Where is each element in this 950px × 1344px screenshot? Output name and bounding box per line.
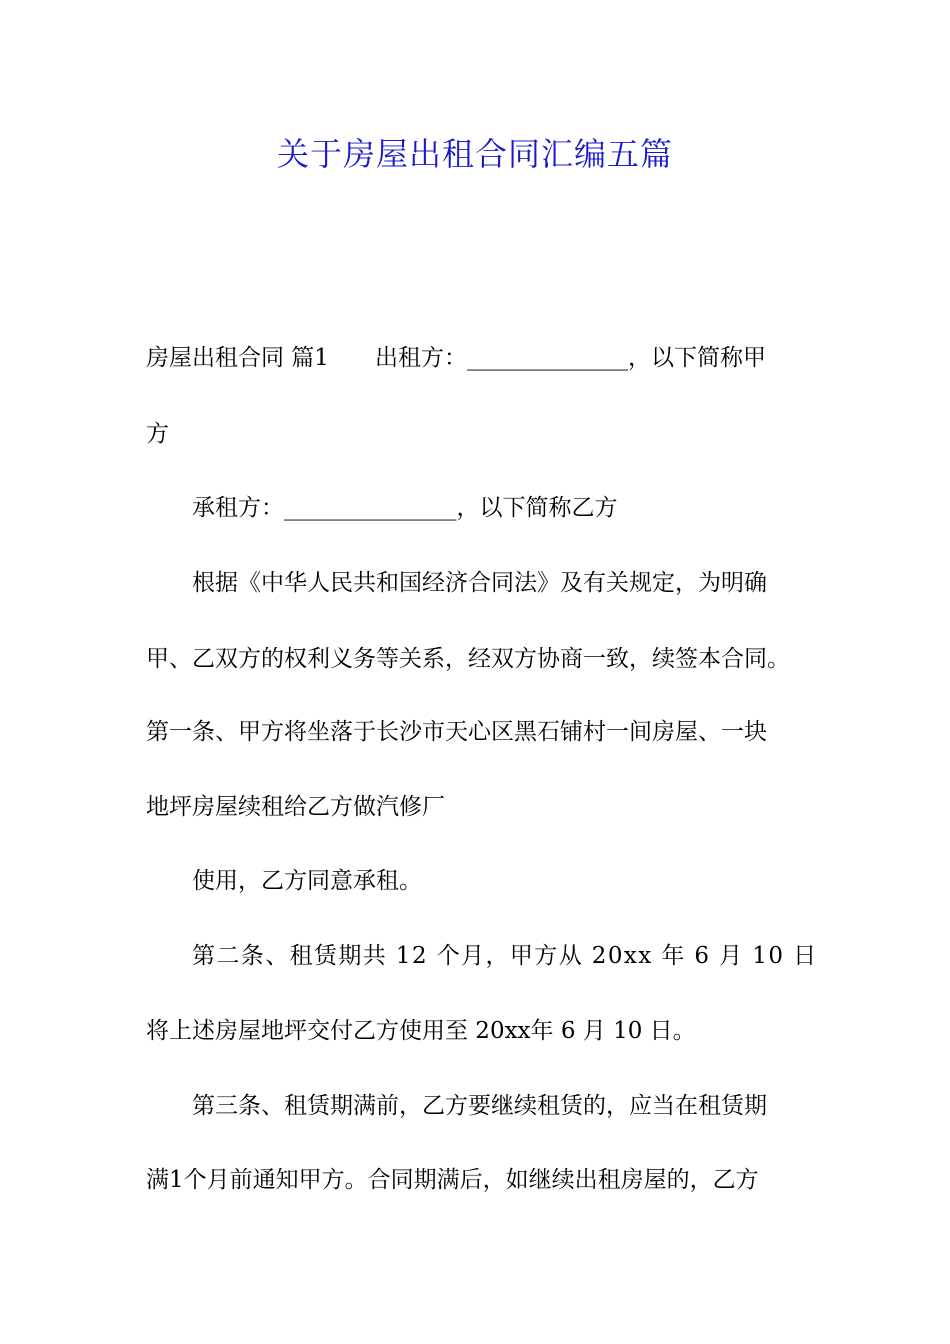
document-title: 关于房屋出租合同汇编五篇	[276, 135, 673, 173]
text-line: 根据《中华人民共和国经济合同法》及有关规定，为明确	[192, 570, 767, 596]
text-line: 地坪房屋续租给乙方做汽修厂	[146, 794, 445, 820]
text-line: 方	[146, 421, 169, 447]
text-line: 房屋出租合同 篇1 出租方：______________，以下简称甲	[146, 345, 766, 371]
text-line: 第二条、租赁期共 12 个月，甲方从 20xx 年 6 月 10 日	[192, 943, 818, 969]
text-line: 第一条、甲方将坐落于长沙市天心区黑石铺村一间房屋、一块	[146, 719, 767, 745]
text-line: 承租方：_______________，以下简称乙方	[192, 495, 618, 521]
text-line: 使用，乙方同意承租。	[192, 868, 422, 894]
text-line: 满1个月前通知甲方。合同期满后，如继续出租房屋的，乙方	[146, 1167, 759, 1193]
text-line: 将上述房屋地坪交付乙方使用至 20xx年 6 月 10 日。	[146, 1018, 696, 1044]
text-line: 甲、乙双方的权利义务等关系，经双方协商一致，续签本合同。	[146, 646, 790, 672]
text-line: 第三条、租赁期满前，乙方要继续租赁的，应当在租赁期	[192, 1093, 767, 1119]
